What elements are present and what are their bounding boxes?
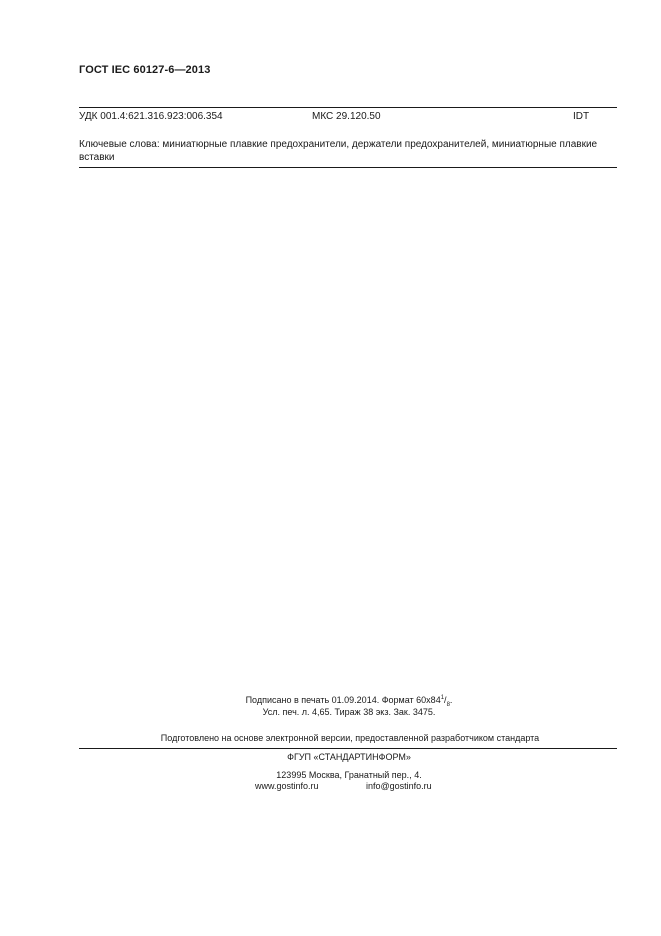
- prepared-note: Подготовлено на основе электронной версии, предоставленной разработчиком стандарта: [160, 733, 540, 743]
- publisher-divider: [79, 748, 617, 749]
- format-sup: 1: [440, 695, 445, 701]
- mks-code: МКС 29.120.50: [312, 111, 381, 122]
- idt-marker: IDT: [573, 111, 590, 122]
- standard-title: ГОСТ IEC 60127-6—2013: [79, 64, 211, 76]
- print-details: Усл. печ. л. 4,65. Тираж 38 экз. Зак. 3475.: [262, 707, 436, 717]
- signed-suffix: .: [449, 695, 453, 705]
- signed-for-print: Подписано в печать 01.09.2014. Формат $60x84^1/_8$.: [245, 695, 453, 708]
- keywords-divider: [79, 167, 617, 168]
- udk-code: УДК 001.4:621.316.923:006.354: [79, 111, 223, 122]
- publisher-email[interactable]: info@gostinfo.ru: [366, 781, 432, 791]
- publisher-name: ФГУП «СТАНДАРТИНФОРМ»: [287, 752, 411, 762]
- publisher-address: 123995 Москва, Гранатный пер., 4.: [276, 770, 422, 780]
- signed-text: Подписано в печать 01.09.2014. Формат 60x84: [245, 695, 441, 705]
- top-divider: [79, 107, 617, 108]
- publisher-website[interactable]: www.gostinfo.ru: [255, 781, 319, 791]
- format-sub: 8: [446, 701, 450, 708]
- keywords-text: Ключевые слова: миниатюрные плавкие предохранители, держатели предохранителей, миниатюрные плавкие вставки: [79, 139, 598, 163]
